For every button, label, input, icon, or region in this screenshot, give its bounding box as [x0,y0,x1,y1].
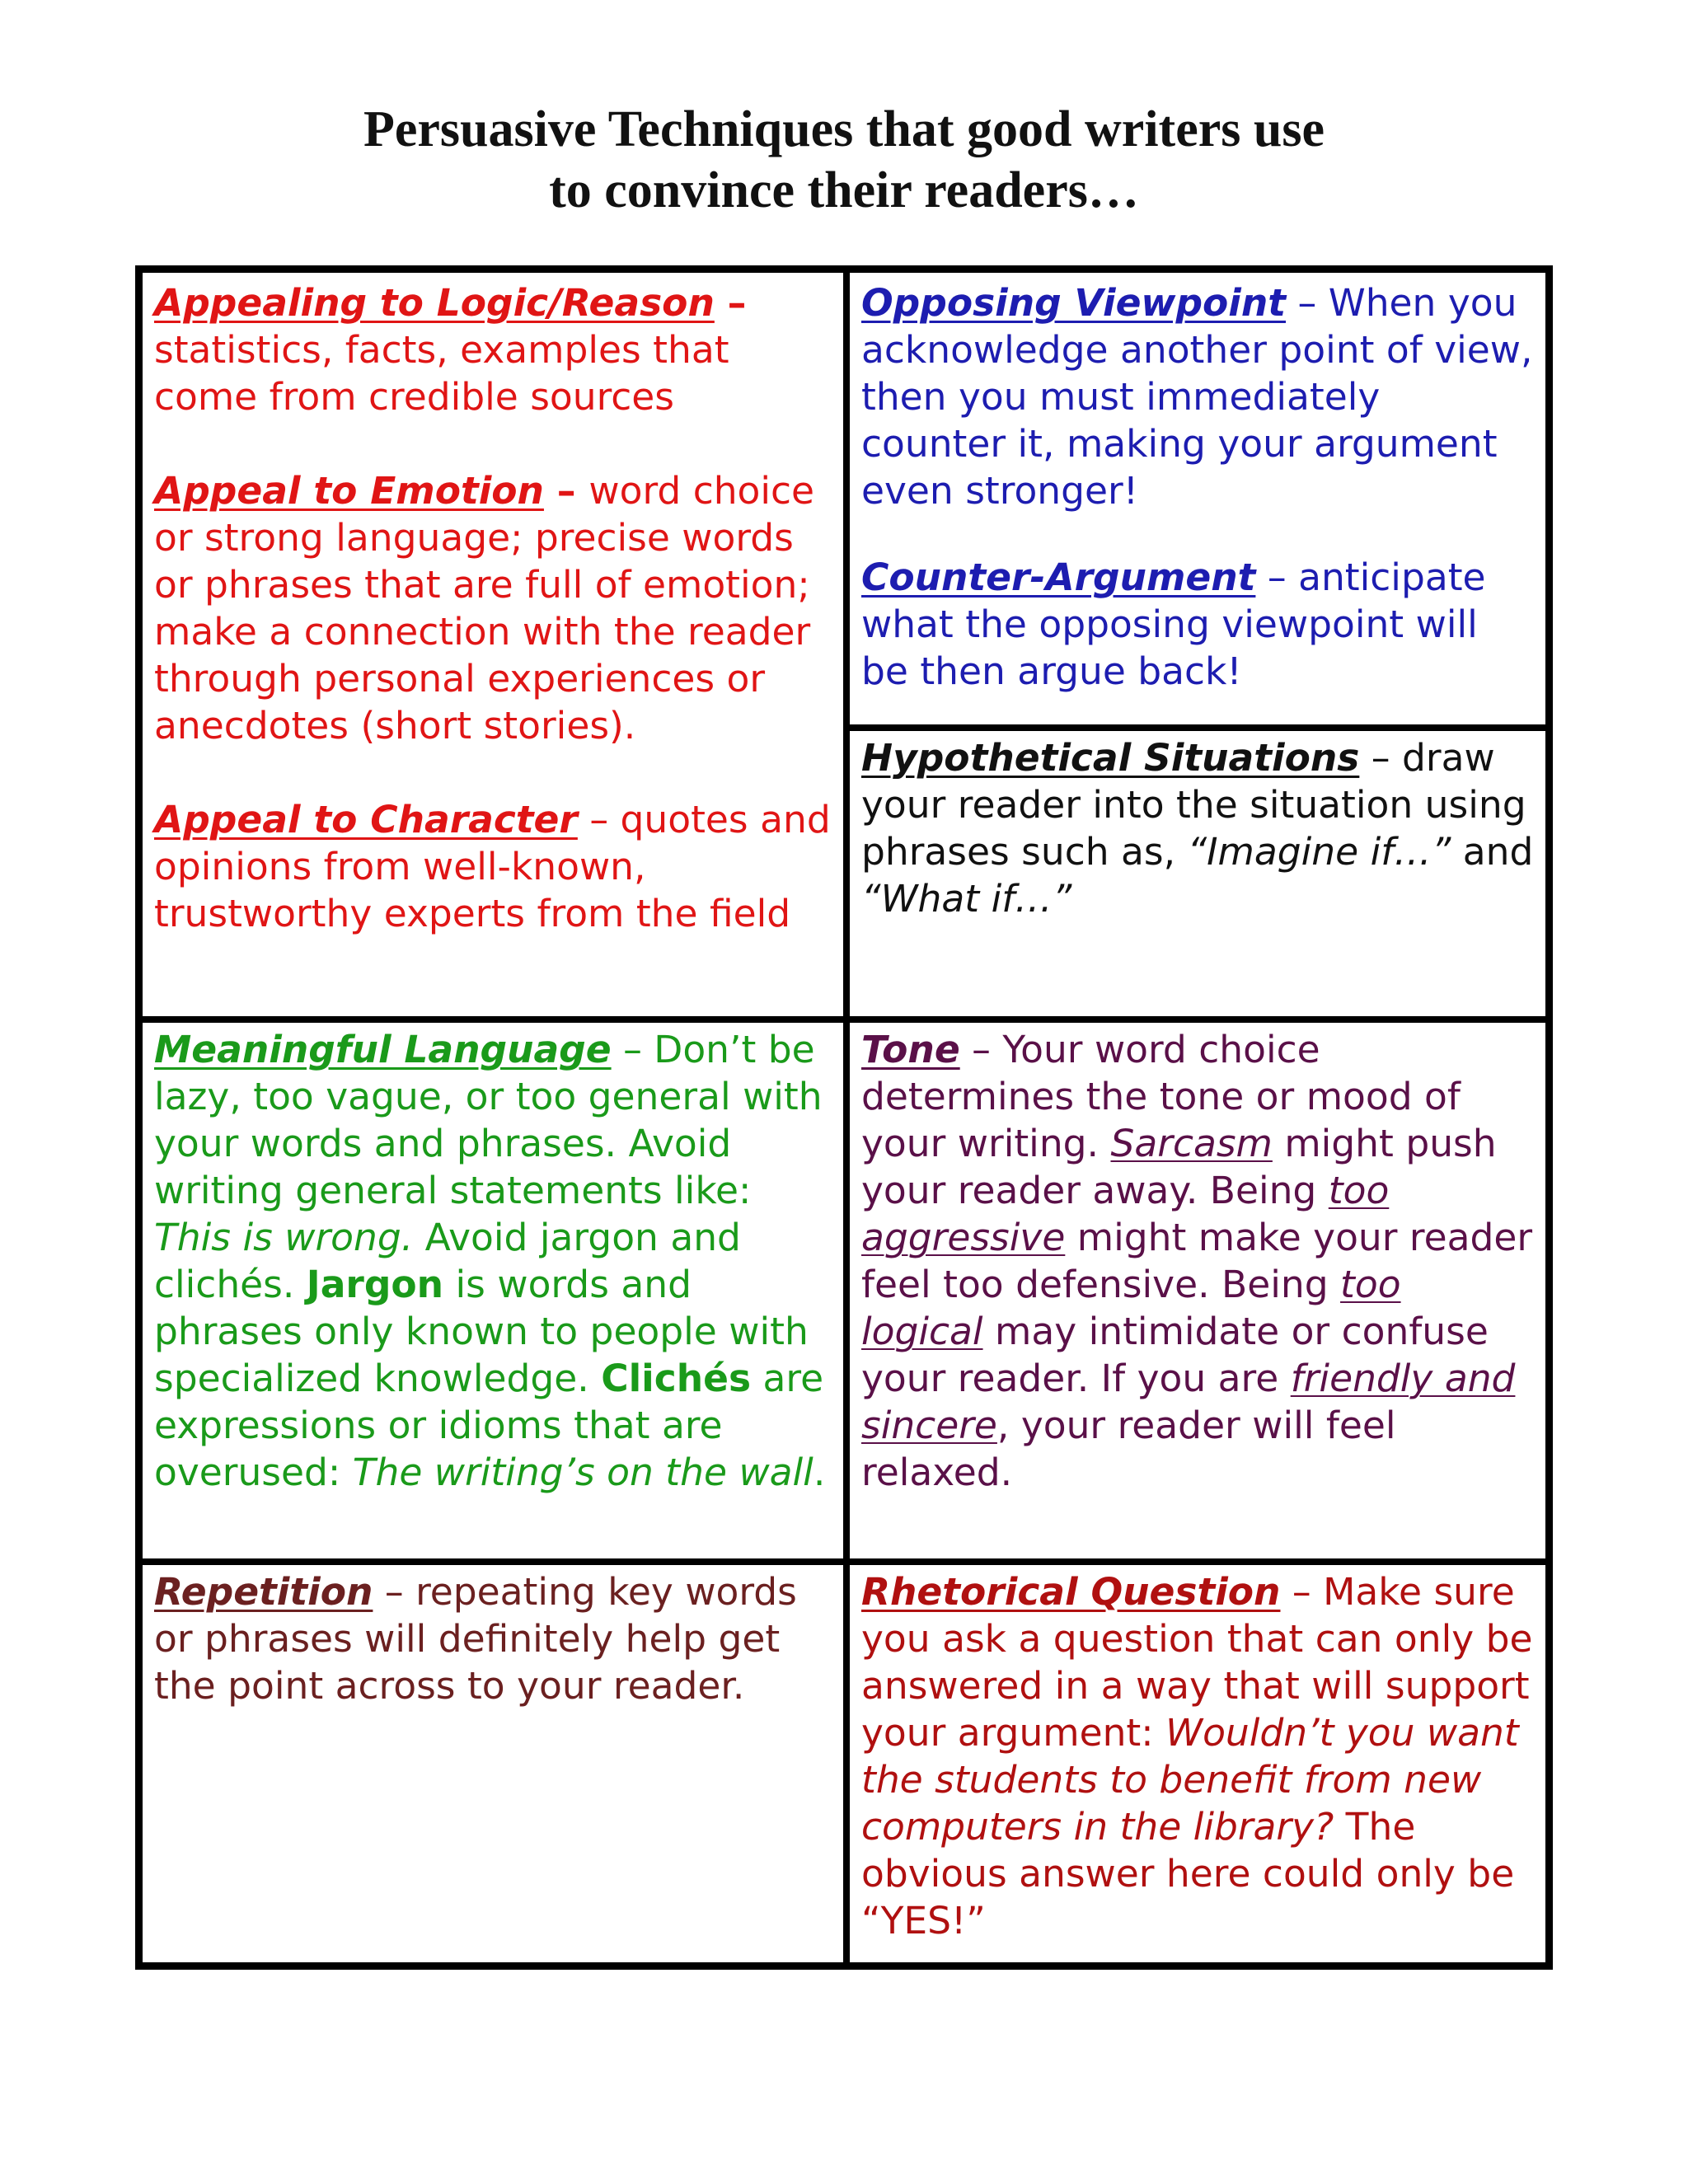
rhetorical-paragraph [861,1568,1534,1944]
counter-paragraph [861,554,1534,695]
repetition-text: – repeating key words or phrases will definitely help get the point across to your reader. [154,1570,797,1708]
cell-repetition [143,1568,843,1962]
logic-text: statistics, facts, examples that come from credible sources [154,328,729,419]
rhetorical-term: Rhetorical Question [861,1570,1281,1614]
hypothetical-term: Hypothetical Situations [861,736,1360,780]
logic-dash: – [714,281,747,325]
tone-friendly: friendly and sincere [861,1357,1516,1447]
hypothetical-quote-2: “What if…” [861,877,1072,921]
tone-paragraph [861,1026,1534,1496]
character-term: Appeal to Character [154,798,578,841]
hypothetical-quote-1: “Imagine if…” [1187,830,1451,874]
tone-text-4: may intimidate or confuse your reader. If you are [861,1310,1489,1400]
column-divider [843,273,850,1962]
emotion-dash: – [543,469,589,513]
meaningful-text-1: – Don’t be lazy, too vague, or too general with your words and phrases. Avoid writing general statements like: [154,1028,823,1212]
tone-text-2: might push your reader away. Being [861,1122,1497,1212]
meaningful-text-2: Avoid jargon and clichés. [154,1216,741,1306]
repetition-term: Repetition [154,1570,373,1614]
hypothetical-text-1: – draw your reader into the situation using phrases such as, [861,736,1526,874]
cell-hypothetical [850,734,1545,1016]
cell-meaningful-language [143,1026,843,1558]
jargon-term: Jargon [306,1263,444,1306]
cliches-term: Clichés [601,1357,752,1400]
opposing-text: – When you acknowledge another point of view, then you must immediately counter it, making your argument even stronger! [861,281,1533,513]
page-title [0,99,1688,221]
repetition-paragraph [154,1568,832,1709]
meaningful-paragraph [154,1026,832,1496]
meaningful-text-5: . [813,1451,826,1494]
title-line-1: Persuasive Techniques that good writers use [363,101,1325,157]
emotion-text: word choice or strong language; precise words or phrases that are full of emotion; make a connection with the reader through personal experiences or anecdotes (short stories). [154,469,815,748]
logic-term: Appealing to Logic/Reason [154,281,715,325]
row-divider-2 [143,1558,1545,1565]
emotion-term: Appeal to Emotion [154,469,544,513]
hypothetical-paragraph [861,734,1534,922]
emotion-paragraph [154,467,832,749]
meaningful-term: Meaningful Language [154,1028,612,1071]
opposing-paragraph [861,279,1534,514]
meaningful-example-1: This is wrong. [154,1216,414,1259]
character-paragraph [154,796,832,937]
row-divider-right-0 [850,724,1545,731]
opposing-term: Opposing Viewpoint [861,281,1287,325]
rhetorical-text-2: The obvious answer here could only be “YES!” [861,1805,1515,1943]
cell-tone [850,1026,1545,1558]
row-divider-right-1 [850,1016,1545,1023]
tone-logical: too logical [861,1263,1401,1353]
tone-term: Tone [861,1028,960,1071]
hypothetical-text-2: and [1451,830,1534,874]
rhetorical-text-1: – Make sure you ask a question that can only be answered in a way that will support your argument: [861,1570,1533,1755]
tone-aggressive: too aggressive [861,1169,1390,1259]
rhetorical-question-example: Wouldn’t you want the students to benefit from new computers in the library? [861,1711,1519,1849]
title-line-2: to convince their readers… [549,162,1139,218]
meaningful-text-3: is words and phrases only known to people with specialized knowledge. [154,1263,809,1400]
techniques-table [135,265,1553,1970]
logic-paragraph [154,279,832,420]
tone-text-3: might make your reader feel too defensive. Being [861,1216,1533,1306]
meaningful-example-2: The writing’s on the wall [352,1451,814,1494]
tone-text-5: , your reader will feel relaxed. [861,1404,1396,1494]
cell-rhetorical-question [850,1568,1545,1962]
counter-term: Counter-Argument [861,555,1256,599]
row-divider-left-1 [143,1016,843,1023]
cell-logic-emotion-character [143,279,843,1016]
counter-text: – anticipate what the opposing viewpoint will be then argue back! [861,555,1486,693]
character-text: – quotes and opinions from well-known, trustworthy experts from the field [154,798,831,935]
tone-sarcasm: Sarcasm [1110,1122,1273,1165]
meaningful-text-4: are expressions or idioms that are overused: [154,1357,824,1494]
cell-opposing-counter [850,279,1545,724]
tone-text-1: – Your word choice determines the tone or mood of your writing. [861,1028,1461,1165]
